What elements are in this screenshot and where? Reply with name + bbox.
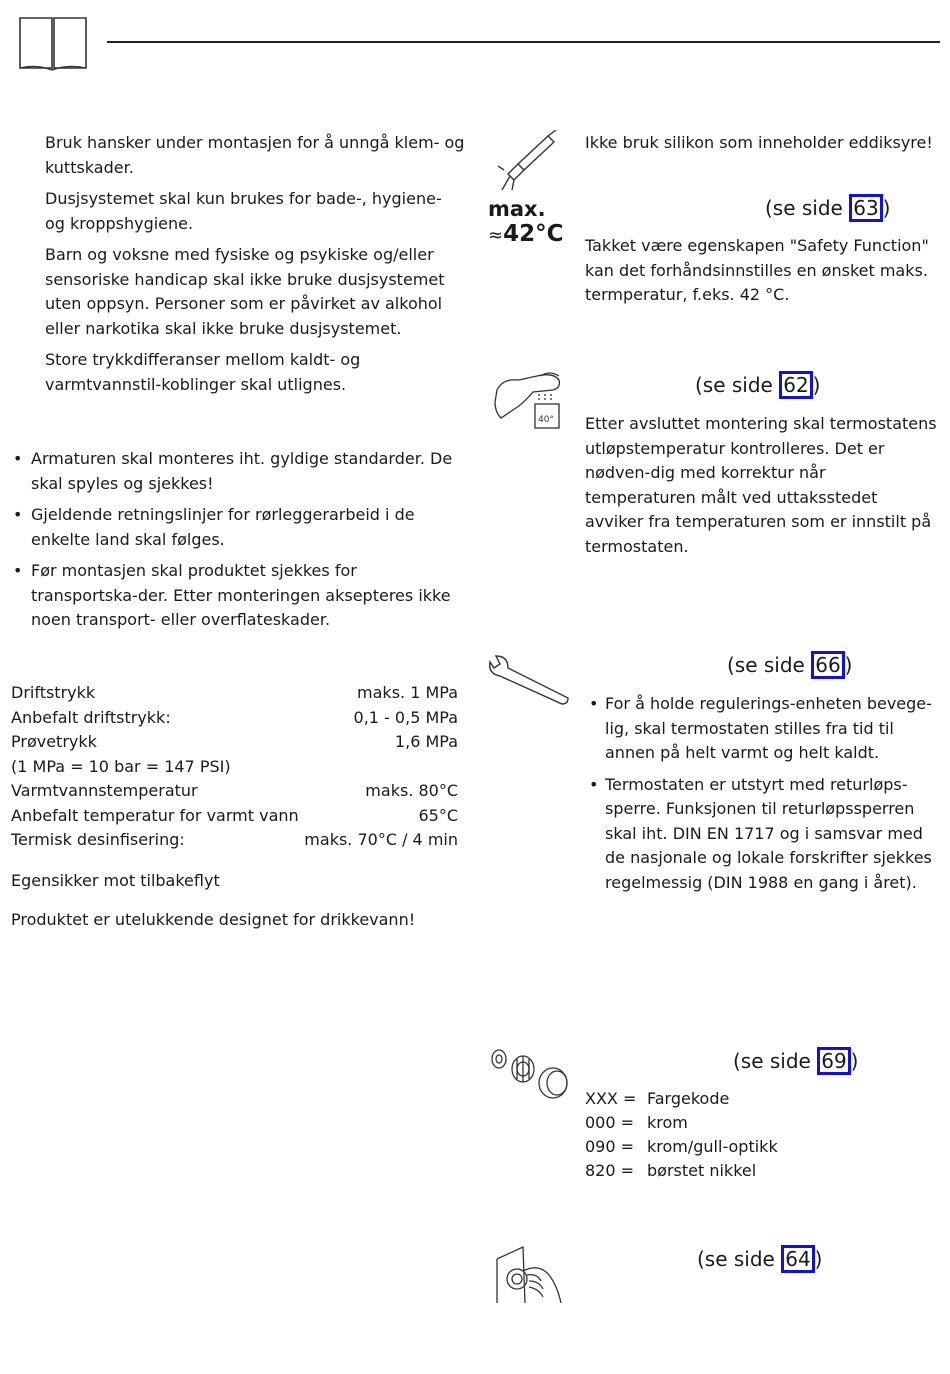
bullet-icon: • bbox=[13, 449, 23, 468]
spec-label: Termisk desinfisering: bbox=[11, 830, 185, 849]
colour-code-row bbox=[585, 1135, 905, 1159]
page-link-63[interactable]: 63 bbox=[849, 194, 882, 222]
spec-label: Anbefalt temperatur for varmt vann bbox=[11, 805, 299, 825]
list-item-text: For å holde regulerings-enheten bevege-lig, skal termostaten stilles fra tid til annen på helt varmt og helt kaldt. bbox=[605, 694, 932, 762]
hand-shower-thermometer-icon bbox=[493, 370, 565, 432]
list-item bbox=[587, 773, 937, 896]
approx-sign: ≈ bbox=[488, 225, 504, 246]
colour-code-row bbox=[585, 1111, 905, 1135]
ref-suffix: ) bbox=[844, 653, 853, 677]
ref-prefix: (se side bbox=[695, 373, 780, 397]
ref-suffix: ) bbox=[850, 1049, 859, 1073]
spec-row bbox=[11, 730, 458, 755]
spec-value: 65°C bbox=[418, 805, 458, 825]
spec-label: (1 MPa = 10 bar = 147 PSI) bbox=[11, 756, 231, 776]
colour-code-row bbox=[585, 1159, 905, 1183]
spec-row bbox=[11, 681, 458, 706]
page-link-66[interactable]: 66 bbox=[811, 651, 844, 679]
header-rule bbox=[107, 41, 940, 43]
ref-prefix: (se side bbox=[733, 1049, 818, 1073]
safety-section bbox=[45, 131, 465, 404]
colour-description: Fargekode bbox=[647, 1089, 730, 1108]
spec-value: maks. 1 MPa bbox=[357, 683, 458, 702]
list-item-text: Termostaten er utstyrt med returløps-sperre. Funksjonen til returløpssperren skal iht. DIN EN 1717 og i samsvar med de nasjonale og lokale forskrifter sjekkes regelmessig (DIN 1988 en gang i året). bbox=[605, 774, 932, 892]
list-item-text: Før montasjen skal produktet sjekkes for transportska-der. Etter monteringen aksepteres ikke noen transport- eller overflateskader. bbox=[31, 561, 451, 629]
colour-description: krom bbox=[647, 1113, 688, 1132]
list-item-text: Gjeldende retningslinjer for rørleggerarbeid i de enkelte land skal følges. bbox=[31, 505, 415, 549]
spec-value: 0,1 - 0,5 MPa bbox=[353, 707, 458, 727]
page-reference bbox=[727, 651, 852, 679]
list-item bbox=[11, 447, 463, 496]
wrench-icon bbox=[486, 654, 570, 706]
max-temp-value bbox=[488, 221, 563, 249]
colour-code-list bbox=[585, 1087, 905, 1183]
colour-code: XXX = bbox=[585, 1089, 637, 1108]
spec-label: Driftstrykk bbox=[11, 683, 96, 702]
colour-description: børstet nikkel bbox=[647, 1161, 757, 1180]
hand-turning-knob-icon bbox=[493, 1245, 565, 1303]
spec-label: Varmtvannstemperatur bbox=[11, 781, 198, 800]
ref-prefix: (se side bbox=[765, 196, 850, 220]
spec-value: 1,6 MPa bbox=[394, 732, 458, 751]
book-icon bbox=[18, 14, 88, 72]
colour-code: 000 = bbox=[585, 1113, 635, 1132]
colour-code: 090 = bbox=[585, 1137, 635, 1156]
safety-function-text: Takket være egenskapen "Safety Function" kan det forhåndsinnstilles en ønsket maks. termperatur, f.eks. 42 °C. bbox=[585, 236, 929, 304]
max-temp-number: 42°C bbox=[503, 221, 564, 247]
safety-paragraph: Store trykkdifferanser mellom kaldt- og varmtvannstil-koblinger skal utlignes. bbox=[45, 350, 361, 394]
list-item bbox=[11, 559, 463, 633]
colour-description: krom/gull-optikk bbox=[647, 1137, 778, 1156]
ref-suffix: ) bbox=[814, 1247, 823, 1271]
backflow-note: Egensikker mot tilbakeflyt bbox=[11, 871, 220, 890]
page-reference bbox=[695, 371, 820, 399]
list-item bbox=[11, 503, 463, 552]
page-reference bbox=[697, 1245, 822, 1273]
page-link-69[interactable]: 69 bbox=[817, 1047, 850, 1075]
safety-paragraph: Barn og voksne med fysiske og psykiske og/eller sensoriske handicap skal ikke bruke dusjsystemet uten oppsyn. Personer som er påvirket av alkohol eller narkotika skal ikke bruke dusjsystemet. bbox=[45, 245, 445, 338]
bullet-icon: • bbox=[589, 774, 599, 794]
thermometer-reading: 40° bbox=[538, 415, 554, 425]
spec-row bbox=[11, 755, 458, 780]
ref-suffix: ) bbox=[812, 373, 821, 397]
ref-prefix: (se side bbox=[697, 1247, 782, 1271]
install-instructions bbox=[11, 447, 463, 640]
silicone-gun-icon bbox=[488, 130, 560, 192]
maintenance-list bbox=[587, 692, 937, 902]
safety-paragraph: Bruk hansker under montasjen for å unngå klem- og kuttskader. bbox=[45, 133, 465, 177]
spec-row bbox=[11, 804, 458, 829]
spec-value: maks. 70°C / 4 min bbox=[304, 830, 458, 849]
spec-label: Anbefalt driftstrykk: bbox=[11, 707, 171, 727]
ref-prefix: (se side bbox=[727, 653, 812, 677]
spec-row bbox=[11, 828, 458, 853]
bullet-icon: • bbox=[589, 694, 599, 713]
ref-suffix: ) bbox=[882, 196, 891, 220]
page-reference bbox=[733, 1047, 858, 1075]
temperature-check-text: Etter avsluttet montering skal termostatens utløpstemperatur kontrolleres. Det er nødven-dig med korrektur når temperaturen målt ved uttaksstedet avviker fra temperaturen som er innstilt på termostaten. bbox=[585, 414, 937, 556]
colour-code: 820 = bbox=[585, 1161, 635, 1180]
spec-label: Prøvetrykk bbox=[11, 732, 97, 751]
list-item-text: Armaturen skal monteres iht. gyldige standarder. De skal spyles og sjekkes! bbox=[31, 449, 453, 493]
page-link-64[interactable]: 64 bbox=[781, 1245, 814, 1273]
max-temp-label: max. bbox=[488, 197, 546, 221]
page-reference bbox=[765, 194, 890, 222]
spec-row bbox=[11, 706, 458, 731]
spec-value: maks. 80°C bbox=[365, 781, 458, 800]
list-item bbox=[587, 692, 937, 766]
handle-parts-icon bbox=[489, 1045, 573, 1101]
silicone-warning: Ikke bruk silikon som inneholder eddiksyre! bbox=[585, 133, 933, 152]
bullet-icon: • bbox=[13, 561, 23, 580]
spec-row bbox=[11, 779, 458, 804]
colour-code-row bbox=[585, 1087, 905, 1111]
technical-specs bbox=[11, 681, 458, 853]
bullet-icon: • bbox=[13, 505, 23, 524]
page-link-62[interactable]: 62 bbox=[779, 371, 812, 399]
drinking-water-note: Produktet er utelukkende designet for drikkevann! bbox=[11, 910, 416, 929]
safety-paragraph: Dusjsystemet skal kun brukes for bade-, hygiene- og kroppshygienе. bbox=[45, 189, 442, 233]
